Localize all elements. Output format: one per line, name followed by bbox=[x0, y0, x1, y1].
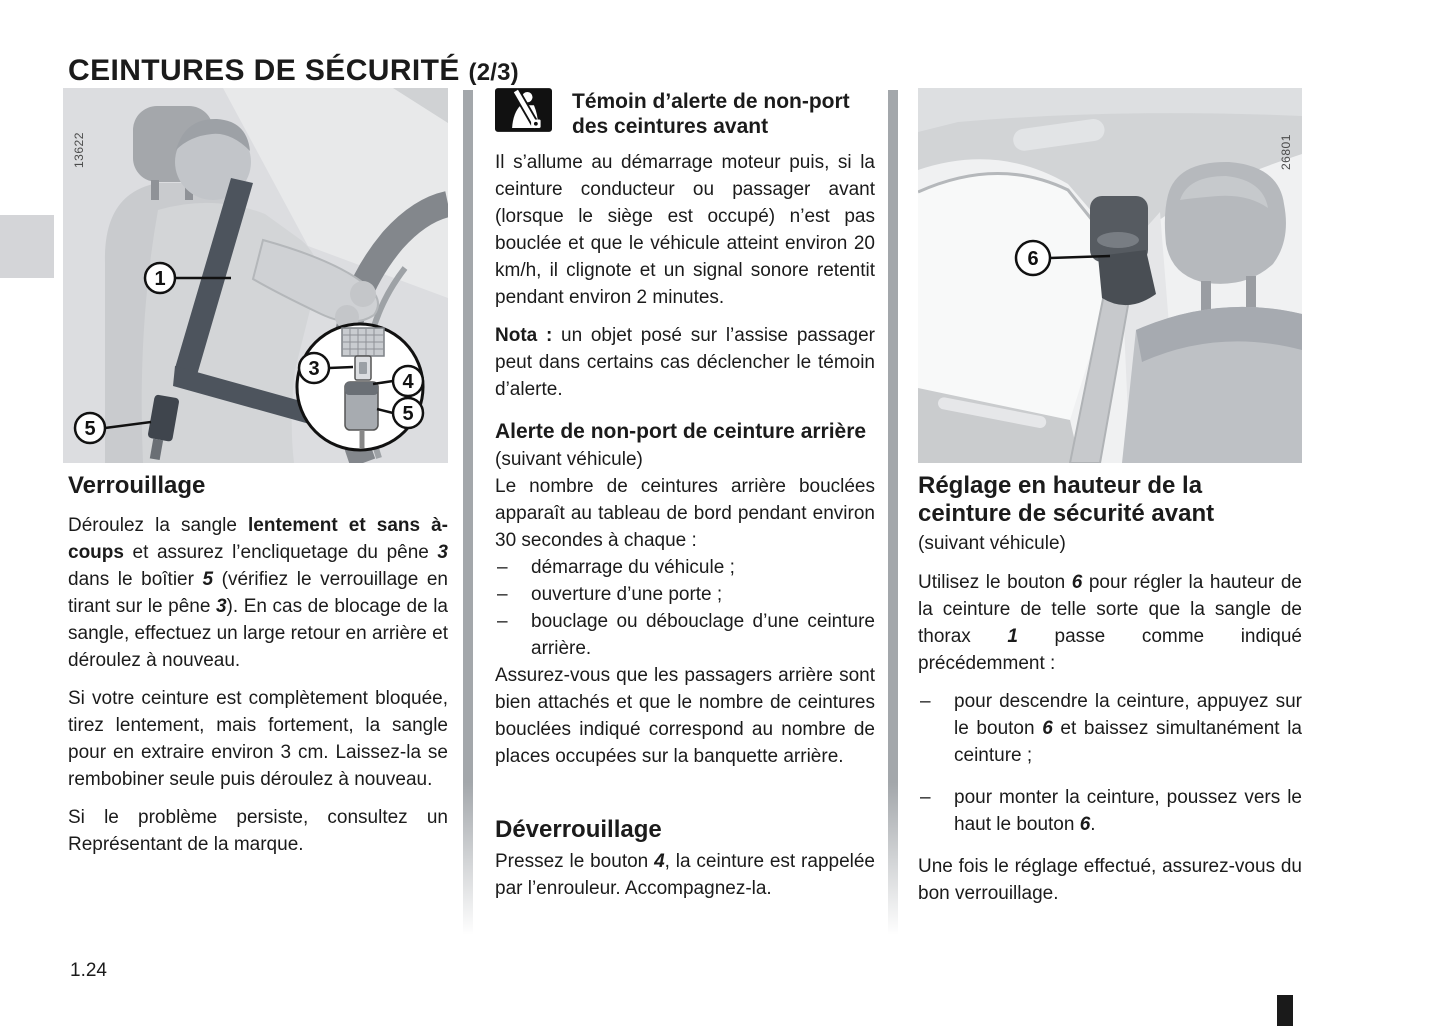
list-item: – pour monter la ceinture, poussez vers le haut le bouton 6. bbox=[918, 784, 1302, 838]
page-title-suffix: (2/3) bbox=[468, 59, 519, 87]
heading-alerte-arriere: Alerte de non-port de ceinture arrière bbox=[495, 420, 867, 443]
heading-reglage-hauteur: Réglage en hauteur de la ceinture de sécurité avant bbox=[918, 472, 1215, 527]
column-verrouillage bbox=[68, 472, 448, 869]
paragraph: Il s’allume au démarrage moteur puis, si la ceinture conducteur ou passager avant (lorsque le siège est occupé) n’est pas bouclée et que le véhicule atteint environ 20 km/h, il clignote et un signal sonore retentit pendant environ 2 minutes. bbox=[495, 152, 875, 308]
paragraph: Utilisez le bouton 6 pour régler la hauteur de la ceinture de telle sorte que la sangle de thorax 1 passe comme indiqué précédemment : bbox=[918, 572, 1302, 674]
list-item: – démarrage du véhicule ; bbox=[495, 554, 875, 581]
paragraph: Si le problème persiste, consultez un Représentant de la marque. bbox=[68, 807, 448, 855]
section-edge-tab bbox=[0, 215, 54, 278]
column-divider bbox=[888, 90, 898, 935]
svg-text:6: 6 bbox=[1027, 248, 1039, 270]
figure-driver-seatbelt bbox=[63, 88, 448, 463]
paragraph: Déroulez la sangle lentement et sans à-coups et assurez l’encliquetage du pêne 3 dans le boîtier 5 (vérifiez le verrouillage en tirant sur le pêne 3). En cas de blocage de la sangle, effectuez un large retour en arrière et déroulez à nouveau. bbox=[68, 515, 449, 671]
figure-number: 26801 bbox=[1279, 134, 1293, 170]
alert-conditions-list bbox=[495, 554, 875, 662]
column-reglage-hauteur bbox=[918, 472, 1302, 918]
warning-heading-row bbox=[495, 88, 875, 139]
svg-text:5: 5 bbox=[84, 418, 96, 440]
svg-text:1: 1 bbox=[154, 268, 166, 290]
list-item: – pour descendre la ceinture, appuyez sur le bouton 6 et baissez simultanément la ceinture ; bbox=[918, 688, 1302, 769]
svg-text:4: 4 bbox=[402, 371, 414, 393]
page-title-text: CEINTURES DE SÉCURITÉ bbox=[68, 54, 460, 88]
driver-seatbelt-illustration bbox=[63, 88, 448, 463]
page-title bbox=[68, 54, 519, 88]
page-number: 1.24 bbox=[70, 960, 107, 981]
figure-number: 13622 bbox=[72, 132, 86, 168]
paragraph: Pressez le bouton 4, la ceinture est rappelée par l’enrouleur. Accompagnez-la. bbox=[495, 851, 875, 899]
heading-temoin-alerte: Témoin d’alerte de non-port des ceintures avant bbox=[572, 90, 850, 138]
heading-verrouillage: Verrouillage bbox=[68, 472, 206, 499]
seatbelt-warning-icon bbox=[495, 88, 552, 132]
paragraph-nota: Nota : un objet posé sur l’assise passager peut dans certains cas déclencher le témoin d’alerte. bbox=[495, 325, 876, 400]
belt-height-adjuster-photo bbox=[918, 88, 1302, 463]
print-marker bbox=[1277, 995, 1293, 1026]
paragraph: Le nombre de ceintures arrière bouclées apparaît au tableau de bord pendant environ 30 secondes à chaque : bbox=[495, 476, 875, 551]
column-divider bbox=[463, 90, 473, 935]
column-temoin-alerte bbox=[495, 88, 875, 913]
paragraph: Si votre ceinture est complètement bloquée, tirez lentement, mais fortement, la sangle pour en extraire environ 3 cm. Laissez-la se rembobiner seule puis déroulez à nouveau. bbox=[68, 688, 448, 790]
figure-belt-height-adjuster bbox=[918, 88, 1302, 463]
variant-note: (suivant véhicule) bbox=[918, 533, 1066, 554]
list-item: – bouclage ou débouclage d’une ceinture arrière. bbox=[495, 608, 875, 662]
list-item: – ouverture d’une porte ; bbox=[495, 581, 875, 608]
paragraph: Assurez-vous que les passagers arrière sont bien attachés et que le nombre de ceintures bouclées indiqué correspond au nombre de places occupées sur la banquette arrière. bbox=[495, 665, 875, 767]
heading-deverrouillage: Déverrouillage bbox=[495, 816, 662, 843]
paragraph: Une fois le réglage effectué, assurez-vous du bon verrouillage. bbox=[918, 856, 1302, 904]
adjustment-steps-list bbox=[918, 688, 1302, 838]
variant-note: (suivant véhicule) bbox=[495, 449, 643, 470]
svg-text:5: 5 bbox=[402, 403, 414, 425]
svg-text:3: 3 bbox=[308, 358, 320, 380]
